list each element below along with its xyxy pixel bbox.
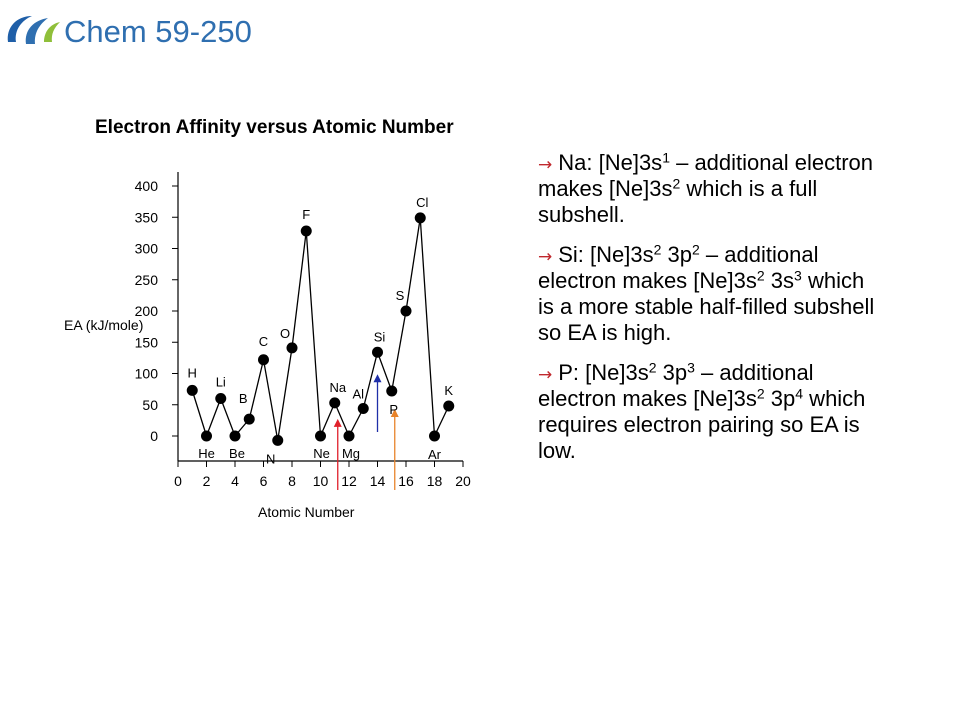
element-label-n: N [266,451,276,467]
superscript: 1 [662,149,670,166]
data-point-ne [315,431,326,442]
x-tick-label: 8 [288,473,296,489]
y-tick-label: 100 [134,365,158,382]
x-tick-label: 12 [341,473,357,489]
data-point-si [372,347,383,358]
bullet-text: Si: [Ne]3s [558,241,654,267]
bullet-text: which is a more stable half-filled subshell so EA is high. [538,267,875,345]
element-label-si: Si [373,329,386,345]
data-point-na [329,397,340,408]
element-label-b: B [238,391,248,407]
element-label-p: P [389,402,399,417]
bullet-text: 3p [656,359,688,385]
data-point-n [272,435,283,446]
element-label-be: Be [229,446,245,461]
bullet-text: 3p [661,241,693,267]
x-tick-label: 6 [259,473,268,489]
superscript: 3 [794,267,802,284]
x-tick-label: 2 [202,473,211,489]
data-point-o [287,342,298,353]
highlight-arrow-head [374,374,382,382]
x-tick-label: 0 [174,473,182,489]
element-label-cl: Cl [416,194,429,210]
superscript: 4 [795,384,804,401]
bullet-list [538,150,883,477]
y-tick-label: 0 [150,428,158,444]
element-label-mg: Mg [341,446,361,461]
element-label-he: He [198,446,215,461]
data-point-li [215,393,226,404]
element-label-li: Li [215,374,226,390]
data-point-p [386,386,397,397]
superscript: 2 [756,384,765,401]
superscript: 2 [672,175,681,192]
data-point-ar [429,431,440,442]
data-point-cl [415,212,426,223]
superscript: 2 [648,358,657,375]
y-tick-label: 300 [134,240,158,257]
bullet-text: – additional electron makes [Ne]3s [538,359,814,411]
y-tick-label: 250 [134,271,158,288]
element-label-o: O [279,325,291,341]
element-label-k: K [444,383,454,398]
superscript: 3 [687,358,695,375]
bullet-text: 3s [764,267,795,293]
bullet-text: – additional electron makes [Ne]3s [538,150,874,201]
data-point-mg [344,431,355,442]
data-point-k [443,401,454,412]
x-tick-label: 20 [455,473,471,489]
data-point-h [187,385,198,396]
slide-title: Chem 59-250 [64,14,252,49]
data-point-s [401,306,412,317]
chart-title: Electron Affinity versus Atomic Number [95,117,454,138]
data-point-al [358,403,369,414]
x-tick-label: 4 [231,473,239,489]
x-tick-label: 10 [312,473,329,489]
bullet-text: 3p [764,385,796,411]
superscript: 2 [692,241,700,258]
bullet-text: – additional electron makes [Ne]3s [538,241,819,293]
right-arrow-icon: → [538,246,553,267]
bullet-item [538,360,883,464]
x-tick-label: 14 [369,473,386,489]
ea-series-line [192,218,449,441]
bullet-text: P: [Ne]3s [558,359,649,385]
element-label-s: S [395,288,405,303]
y-tick-label: 50 [142,396,158,413]
right-arrow-icon: → [538,364,553,385]
element-label-na: Na [329,379,347,395]
element-label-f: F [302,207,311,222]
element-label-ar: Ar [428,447,441,462]
superscript: 2 [756,267,765,284]
y-axis-label: EA (kJ/mole) [64,317,144,333]
bullet-text: Na: [Ne]3s [558,150,663,175]
x-tick-label: 16 [398,473,414,489]
data-point-be [230,431,241,442]
bullet-text: which requires electron pairing so EA is low. [538,385,866,463]
superscript: 2 [653,241,662,258]
bullet-item [538,150,883,228]
y-tick-label: 400 [134,178,158,194]
y-tick-label: 350 [134,209,158,226]
right-arrow-icon: → [538,155,553,175]
element-label-ne: Ne [313,446,330,461]
element-label-al: Al [352,386,365,402]
x-axis-label: Atomic Number [258,504,355,520]
highlight-arrow-head [334,419,342,427]
y-tick-label: 150 [134,334,158,351]
data-point-f [301,226,312,237]
data-point-b [244,414,255,425]
y-tick-label: 200 [134,303,158,319]
element-label-h: H [187,365,197,381]
data-point-c [258,354,269,365]
x-tick-label: 18 [426,473,443,489]
bullet-text: which is a full subshell. [538,175,818,227]
data-point-he [201,431,212,442]
bullet-item [538,242,883,346]
element-label-c: C [258,333,269,349]
